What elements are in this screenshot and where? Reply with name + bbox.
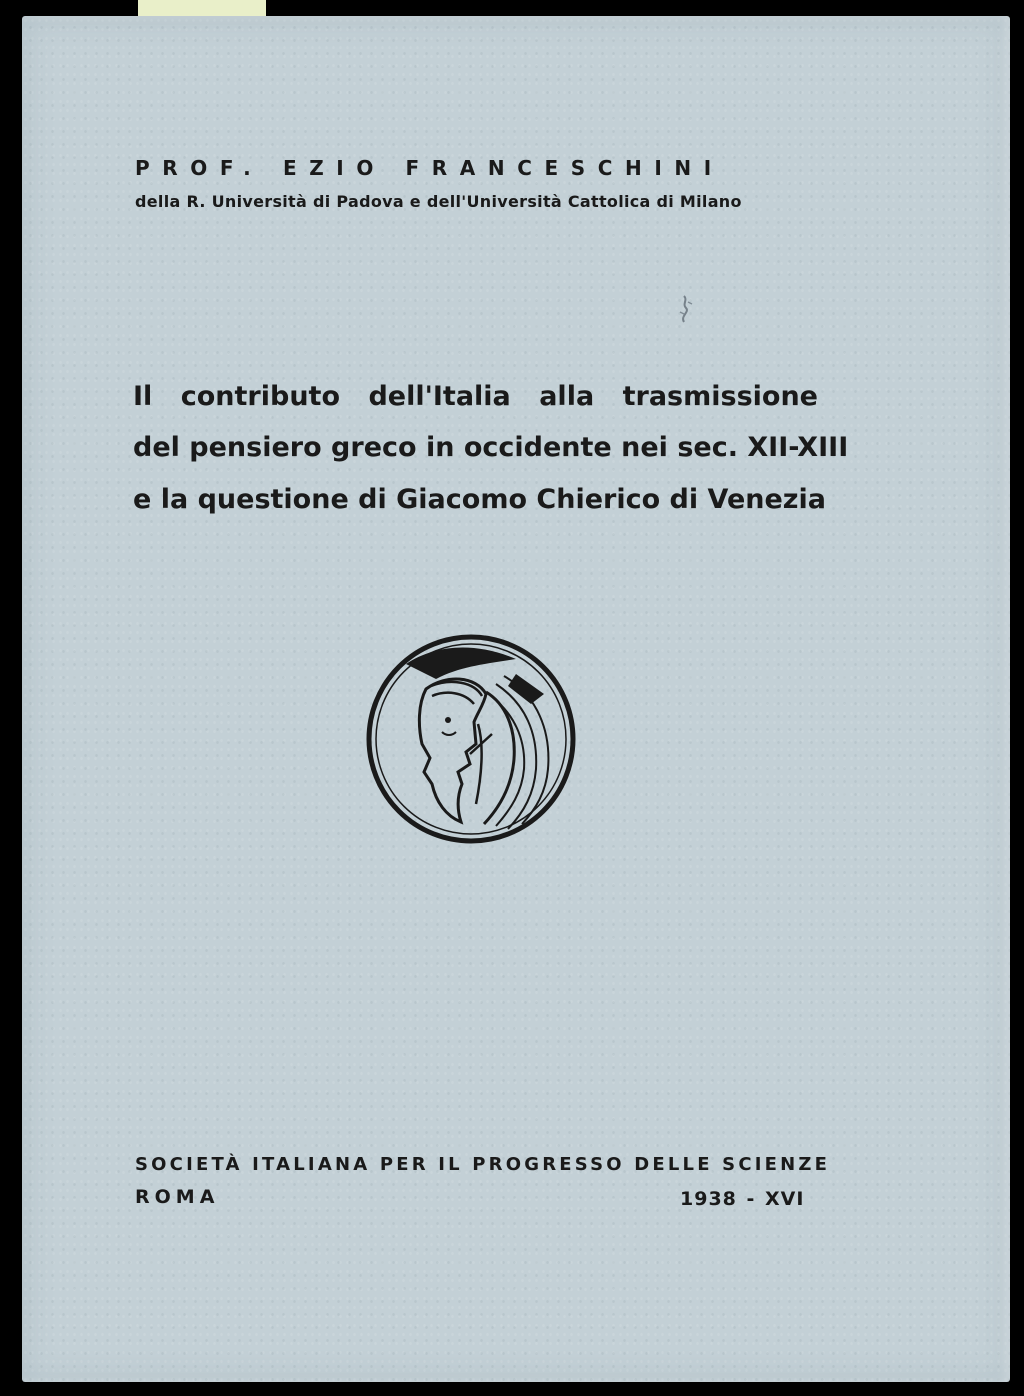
publication-city: ROMA xyxy=(135,1186,220,1208)
title-line-1: Il contributo dell'Italia alla trasmissione xyxy=(133,381,818,412)
classical-head-medallion-icon xyxy=(366,634,576,844)
publication-date: 1938 - XVI xyxy=(680,1188,805,1210)
ink-smudge xyxy=(672,292,700,328)
publisher-name: SOCIETÀ ITALIANA PER IL PROGRESSO DELLE SCIENZE xyxy=(135,1154,831,1175)
title-line-2: del pensiero greco in occidente nei sec. XII-XIII xyxy=(133,432,849,463)
title-line-3: e la questione di Giacomo Chierico di Venezia xyxy=(133,484,826,515)
author-name: PROF. EZIO FRANCESCHINI xyxy=(135,156,724,180)
tape-strip xyxy=(138,0,266,17)
author-affiliation: della R. Università di Padova e dell'Università Cattolica di Milano xyxy=(135,192,742,211)
